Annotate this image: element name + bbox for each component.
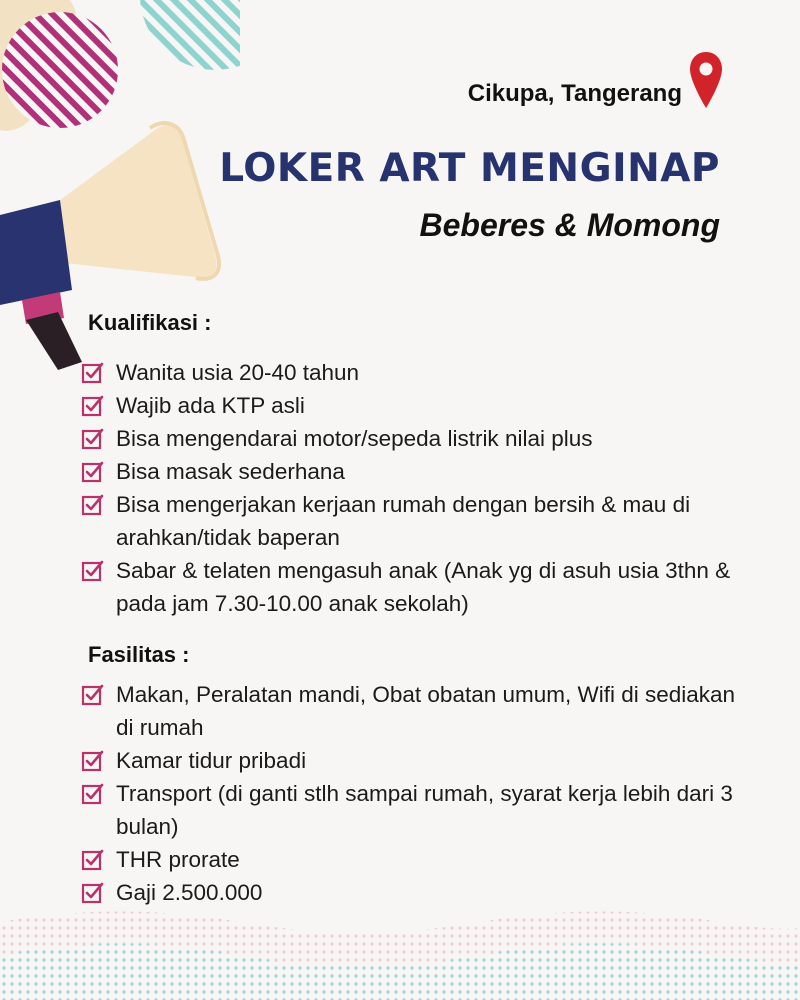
list-item-text: Transport (di ganti stlh sampai rumah, syarat kerja lebih dari 3 bulan) [116, 781, 733, 839]
list-item [80, 422, 740, 455]
list-item-text: Wajib ada KTP asli [116, 393, 305, 418]
qualifications-heading: Kualifikasi : [88, 310, 212, 335]
page-title: LOKER ART MENGINAP [219, 146, 720, 191]
facilities-list [80, 678, 740, 909]
list-item [80, 488, 740, 554]
list-item-text: Sabar & telaten mengasuh anak (Anak yg di asuh usia 3thn & pada jam 7.30-10.00 anak sekolah) [116, 558, 731, 616]
checkbox-icon [80, 394, 106, 418]
list-item-text: Bisa masak sederhana [116, 459, 345, 484]
page-subtitle: Beberes & Momong [419, 207, 720, 243]
checkbox-icon [80, 427, 106, 451]
checkbox-icon [80, 749, 106, 773]
checkbox-icon [80, 683, 106, 707]
map-pin-icon [688, 50, 724, 112]
list-item-text: Wanita usia 20-40 tahun [116, 360, 360, 385]
checkbox-icon [80, 460, 106, 484]
list-item [80, 744, 740, 777]
facilities-heading: Fasilitas : [88, 642, 190, 667]
location-label: Cikupa, Tangerang [467, 80, 682, 107]
list-item [80, 356, 740, 389]
list-item-text: Bisa mengerjakan kerjaan rumah dengan bersih & mau di arahkan/tidak baperan [116, 492, 691, 550]
list-item [80, 843, 740, 876]
dotted-wave-decoration [0, 900, 800, 1000]
list-item [80, 777, 740, 843]
list-item [80, 455, 740, 488]
list-item [80, 678, 740, 744]
checkbox-icon [80, 782, 106, 806]
list-item-text: Kamar tidur pribadi [116, 748, 307, 773]
job-details [80, 310, 740, 909]
list-item [80, 389, 740, 422]
list-item-text: THR prorate [116, 847, 240, 872]
list-item-text: Gaji 2.500.000 [116, 880, 263, 905]
list-item [80, 554, 740, 620]
checkbox-icon [80, 848, 106, 872]
list-item-text: Bisa mengendarai motor/sepeda listrik nilai plus [116, 426, 593, 451]
list-item-text: Makan, Peralatan mandi, Obat obatan umum, Wifi di sediakan di rumah [116, 682, 736, 740]
qualifications-list [80, 356, 740, 620]
checkbox-icon [80, 559, 106, 583]
checkbox-icon [80, 493, 106, 517]
checkbox-icon [80, 361, 106, 385]
